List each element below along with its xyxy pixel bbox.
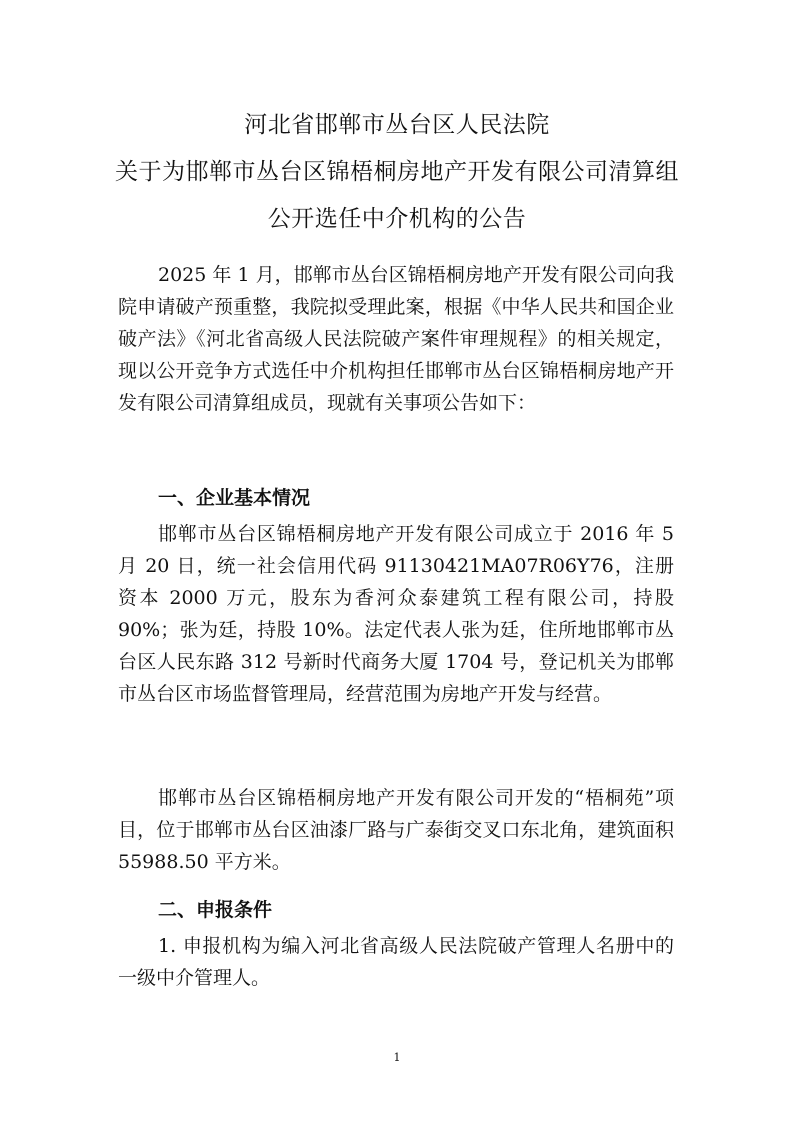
requirement-item-1: 1. 申报机构为编入河北省高级人民法院破产管理人名册中的一级中介管理人。 [118, 935, 674, 989]
title-line-2: 关于为邯郸市丛台区锦梧桐房地产开发有限公司清算组 [115, 159, 679, 185]
intro-paragraph: 2025 年 1 月，邯郸市丛台区锦梧桐房地产开发有限公司向我院申请破产预重整，我院拟受理此案，根据《中华人民共和国企业破产法》《河北省高级人民法院破产案件审理规程》的相关规定，现以公开竞争方式选任中介机构担任邯郸市丛台区锦梧桐房地产开发有限公司清算组成员，现就有关事项公告如下： [118, 264, 674, 414]
section-1-heading: 一、企业基本情况 [158, 487, 311, 509]
title-line-3: 公开选任中介机构的公告 [267, 206, 527, 232]
page-number: 1 [393, 1051, 401, 1064]
title-line-1: 河北省邯郸市丛台区人民法院 [244, 112, 550, 138]
section-2-heading: 二、申报条件 [158, 899, 273, 921]
company-info-paragraph: 邯郸市丛台区锦梧桐房地产开发有限公司成立于 2016 年 5 月 20 日，统一社会信用代码 91130421MA07R06Y76，注册资本 2000 万元，股东为香河众泰建筑工程有限公司，持股 90%；张为廷，持股 10%。法定代表人张为廷，住所地邯郸市丛台区人民东路 312 号新时代商务大厦 1704 号，登记机关为邯郸市丛台区市场监督管理局，经营范围为房地产开发与经营。 [118, 523, 674, 705]
project-info-paragraph: 邯郸市丛台区锦梧桐房地产开发有限公司开发的“梧桐苑”项目，位于邯郸市丛台区油漆厂路与广泰街交叉口东北角，建筑面积 55988.50 平方米。 [118, 787, 674, 873]
